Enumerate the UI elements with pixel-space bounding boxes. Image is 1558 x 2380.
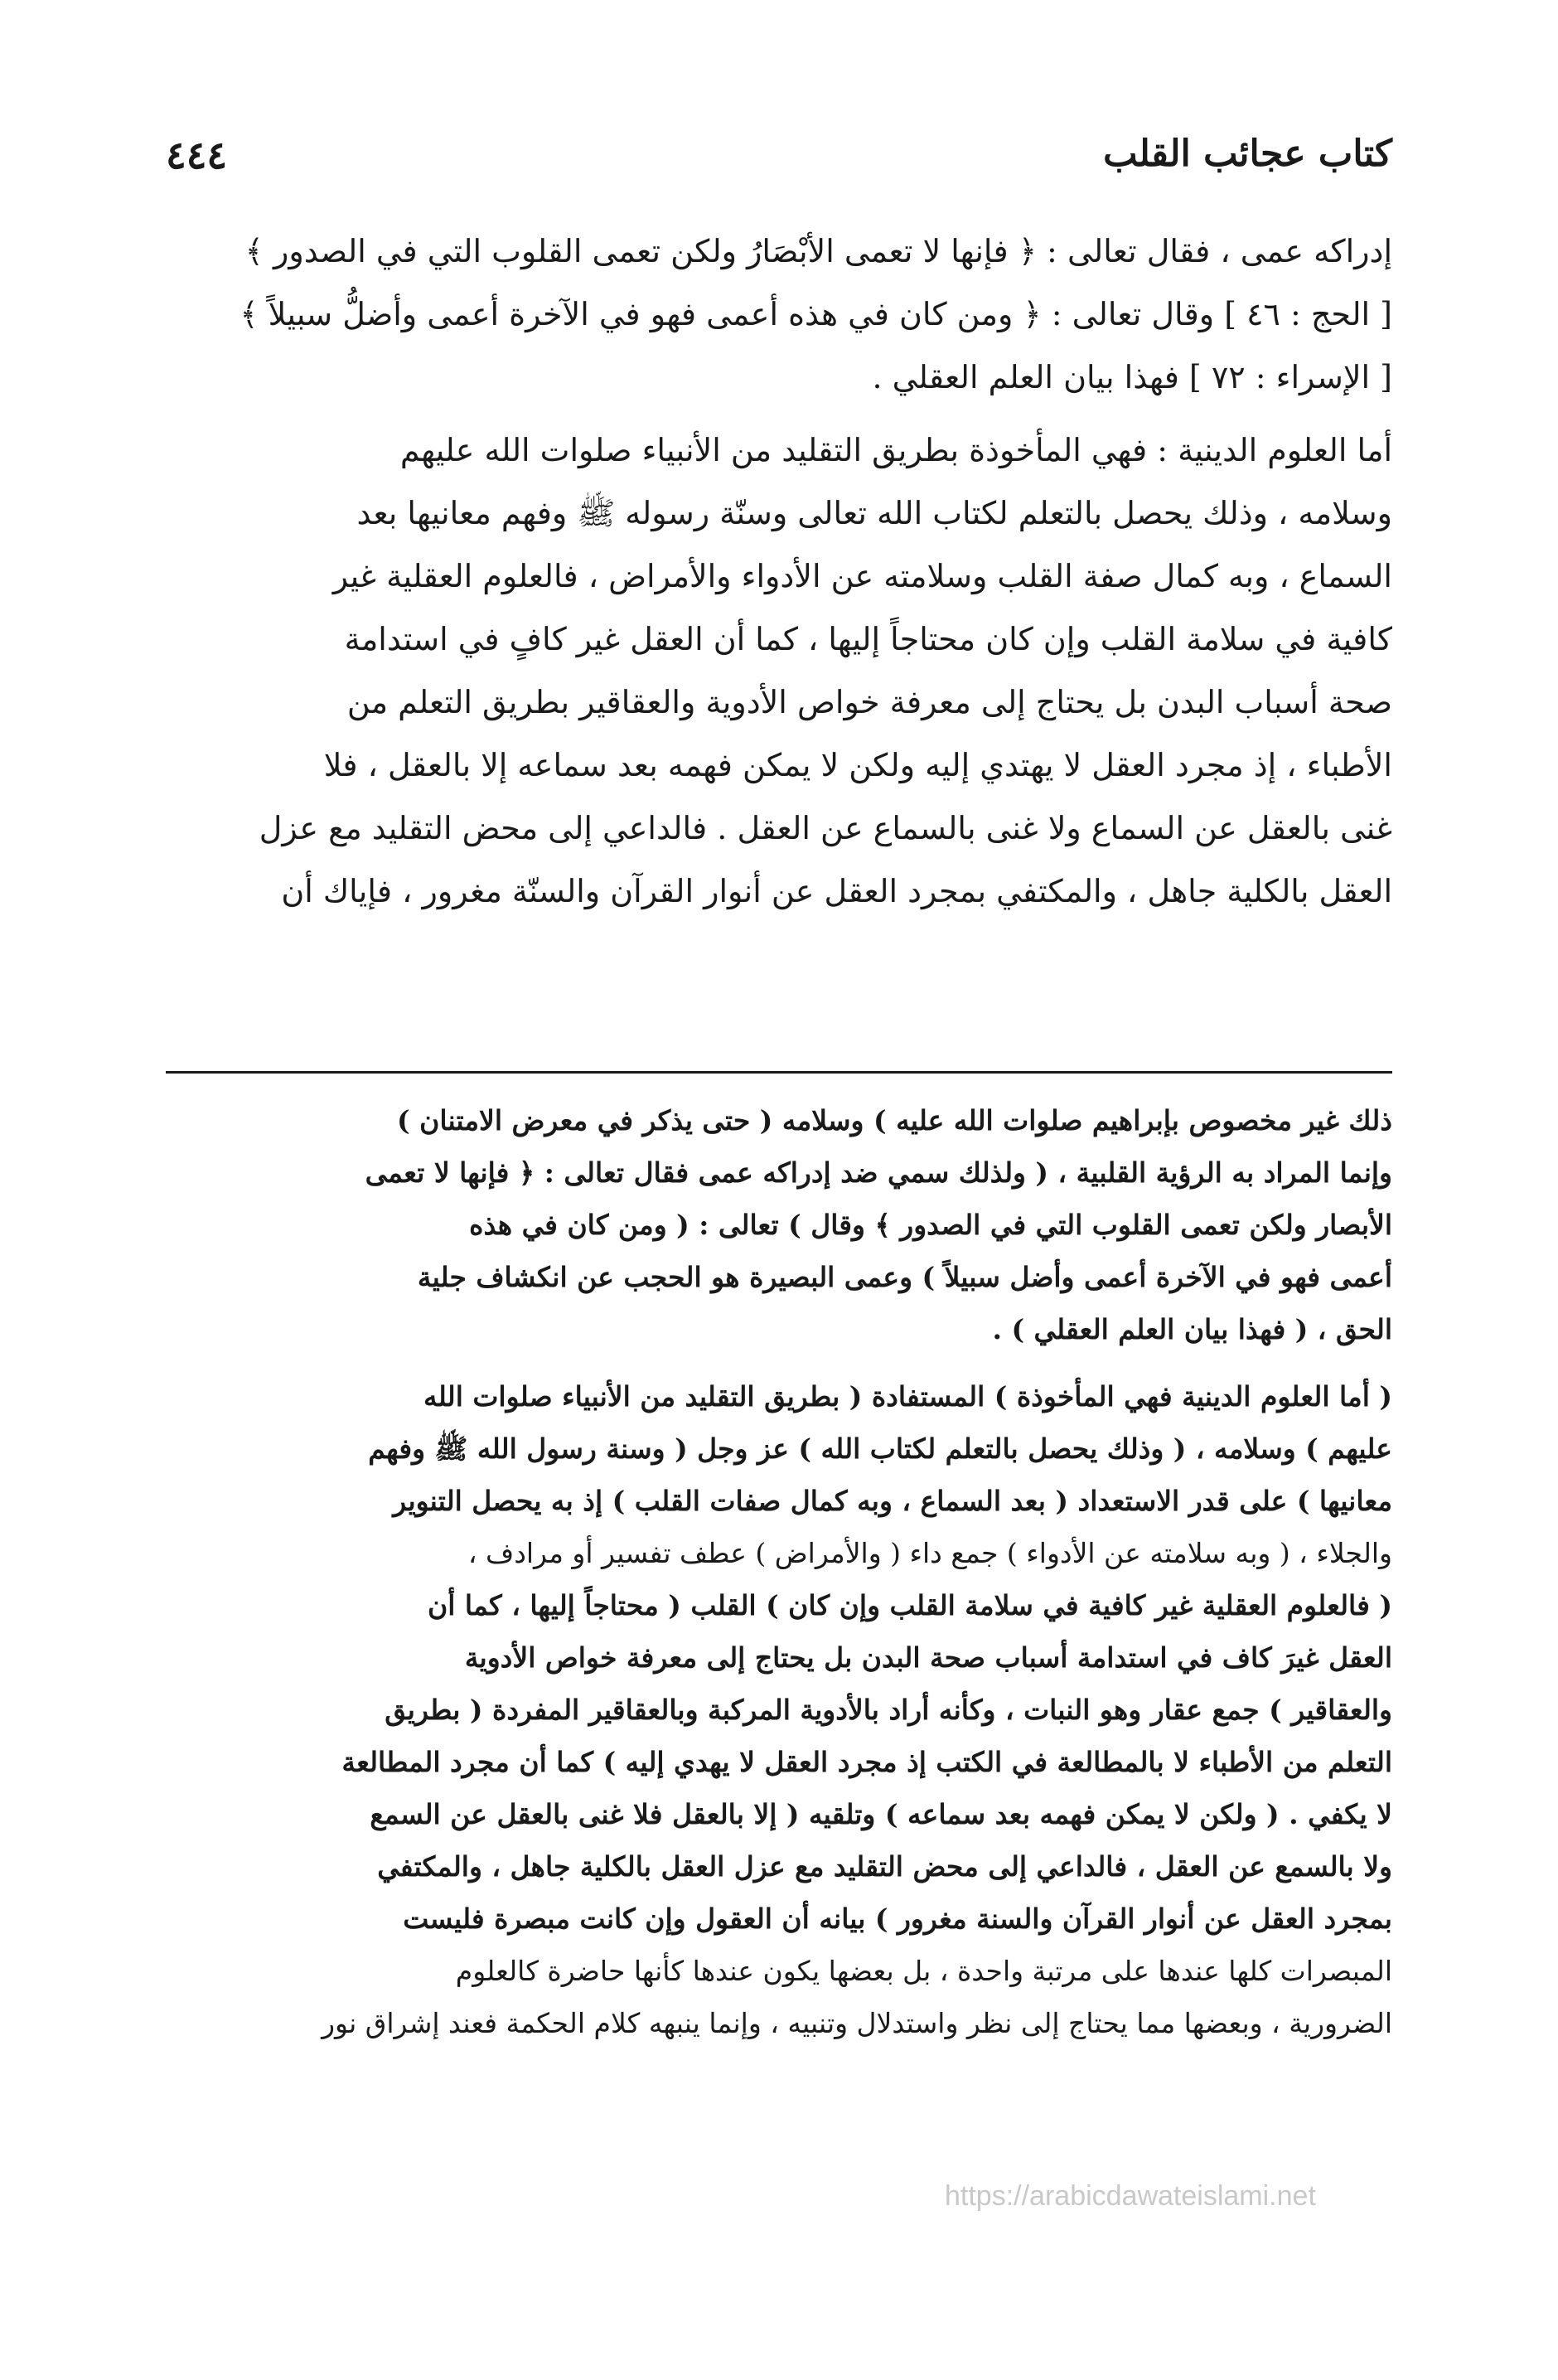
commentary-line: أعمى فهو في الآخرة أعمى وأضل سبيلاً ) وعمى البصيرة هو الحجب عن انكشاف جلية [417,1261,1392,1293]
commentary-line: ولا بالسمع عن العقل ، فالداعي إلى محض التقليد مع عزل العقل بالكلية جاهل ، والمكتفي [377,1850,1392,1883]
main-line: إدراكه عمى ، فقال تعالى : ﴿ فإنها لا تعمى الأبْصَارُ ولكن تعمى القلوب التي في الصدور ﴾ [244,233,1392,269]
main-line: وسلامه ، وذلك يحصل بالتعلم لكتاب الله تعالى وسنّة رسوله ﷺ وفهم معانيها بعد [356,495,1392,531]
main-line: الأطباء ، إذ مجرد العقل لا يهتدي إليه ولكن لا يمكن فهمه بعد سماعه إلا بالعقل ، فلا [323,747,1392,783]
main-paragraph [166,419,1392,923]
commentary-line: عليهم ) وسلامه ، ( وذلك يحصل بالتعلم لكتاب الله ) عز وجل ( وسنة رسول الله ﷺ وفهم [368,1432,1392,1465]
commentary-line: معانيها ) على قدر الاستعداد ( بعد السماع ، وبه كمال صفات القلب ) إذ به يحصل التنوير [393,1485,1392,1517]
commentary-text [166,1094,1392,2049]
commentary-paragraph [166,1370,1392,2049]
watermark-url: https://arabicdawateislami.net [945,2180,1316,2212]
commentary-line: ذلك غير مخصوص بإبراهيم صلوات الله عليه ) وسلامه ( حتى يذكر في معرض الامتنان ) [397,1104,1392,1137]
commentary-line: التعلم من الأطباء لا بالمطالعة في الكتب إذ مجرد العقل لا يهدي إليه ) كما أن مجرد المطالعة [341,1746,1392,1778]
commentary-line: الحق ، ( فهذا بيان العلم العقلي ) . [992,1313,1392,1345]
commentary-line: بمجرد العقل عن أنوار القرآن والسنة مغرور ) بيانه أن العقول وإن كانت مبصرة فليست [403,1903,1392,1935]
main-text [166,220,1392,923]
commentary-paragraph [166,1094,1392,1355]
main-line: أما العلوم الدينية : فهي المأخوذة بطريق التقليد من الأنبياء صلوات الله عليهم [399,432,1392,468]
commentary-line: لا يكفي . ( ولكن لا يمكن فهمه بعد سماعه ) وتلقيه ( إلا بالعقل فلا غنى بالعقل عن السمع [370,1798,1392,1830]
commentary-line: والجلاء ، ( وبه سلامته عن الأدواء ) جمع داء ( والأمراض ) عطف تفسير أو مرادف ، [467,1537,1392,1569]
main-line: العقل بالكلية جاهل ، والمكتفي بمجرد العقل عن أنوار القرآن والسنّة مغرور ، فإياك أن [281,873,1392,909]
main-line: السماع ، وبه كمال صفة القلب وسلامته عن الأدواء والأمراض ، فالعلوم العقلية غير [332,558,1392,594]
main-line: صحة أسباب البدن بل يحتاج إلى معرفة خواص الأدوية والعقاقير بطريق التعلم من [346,684,1392,720]
book-title: كتاب عجائب القلب [1103,133,1392,175]
main-line: [ الحج : ٤٦ ] وقال تعالى : ﴿ ومن كان في هذه أعمى فهو في الآخرة أعمى وأضلُّ سبيلاً ﴾ [240,296,1392,332]
commentary-line: ( أما العلوم الدينية فهي المأخوذة ) المستفادة ( بطريق التقليد من الأنبياء صلوات الله [423,1380,1392,1413]
commentary-line: الضرورية ، وبعضها مما يحتاج إلى نظر واستدلال وتنبيه ، وإنما ينبهه كلام الحكمة فعند إشراق نور [322,2007,1392,2039]
commentary-line: المبصرات كلها عندها على مرتبة واحدة ، بل بعضها يكون عندها كأنها حاضرة كالعلوم [455,1955,1392,1987]
commentary-line: الأبصار ولكن تعمى القلوب التي في الصدور ﴾ وقال ) تعالى : ( ومن كان في هذه [469,1209,1392,1241]
commentary-line: العقل غيرَ كاف في استدامة أسباب صحة البدن بل يحتاج إلى معرفة خواص الأدوية [464,1641,1392,1674]
commentary-line: وإنما المراد به الرؤية القلبية ، ( ولذلك سمي ضد إدراكه عمى فقال تعالى : ﴿ فإنها لا تعمى [365,1156,1392,1189]
separator-rule [166,1071,1392,1074]
commentary-line: ( فالعلوم العقلية غير كافية في سلامة القلب وإن كان ) القلب ( محتاجاً إليها ، كما أن [428,1589,1392,1621]
main-line: غنى بالعقل عن السماع ولا غنى بالسماع عن العقل . فالداعي إلى محض التقليد مع عزل [259,810,1392,846]
commentary-line: والعقاقير ) جمع عقار وهو النبات ، وكأنه أراد بالأدوية المركبة وبالعقاقير المفردة ( بطريق [385,1694,1392,1726]
main-line: كافية في سلامة القلب وإن كان محتاجاً إليها ، كما أن العقل غير كافٍ في استدامة [344,621,1392,657]
page-header [166,133,1392,191]
page-number: ٤٤٤ [166,133,228,177]
main-line: [ الإسراء : ٧٢ ] فهذا بيان العلم العقلي . [872,359,1392,395]
